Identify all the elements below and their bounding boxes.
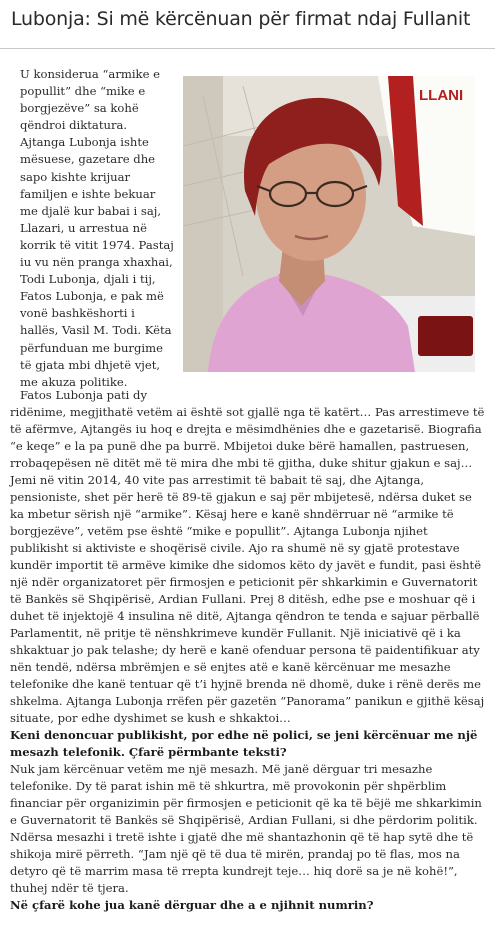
portrait-image [183,76,475,372]
intro-paragraph: U konsiderua “armike e popullit” dhe “mike e borgjezëve” sa kohë qëndroi diktatura. Ajtanga Lubonja ishte mësuese, gazetare dhe sapo kishte krijuar familjen e ishte bekuar me djalë kur babai i saj, Llazari, u arrestua në korrik të vitit 1974. Pastaj iu vu nën pranga xhaxhai, Todi Lubonja, djali i tij, Fatos Lubonja, e pak më vonë bashkëshorti i hallës, Vasil M. Todi. Këta përfunduan me burgime të gjata mbi dhjetë vjet, me akuza politike. [20,67,174,389]
interview-question: Keni denoncuar publikisht, por edhe në polici, se jeni kërcënuar me një mesazh telefonik. Çfarë përmbante teksti? [10,728,478,759]
body-paragraph [10,387,485,727]
article-body [10,387,485,914]
interview-answer: Nuk jam kërcënuar vetëm me një mesazh. Më janë dërguar tri mesazhe telefonike. Dy të parat ishin më të shkurtra, më provokonin për shpërblim financiar për organizimin për firmosjen e peticionit që ka të bëjë me shkarkimin e Guvernatorit të Bankës së Shqipërisë, Ardian Fullani, si dhe përdorim politik. Ndërsa mesazhi i tretë ishte i gjatë dhe më shantazhonin që të hap sytë dhe të shikoja mirë përreth. “Jam një që të dua të mirën, prandaj po të flas, mos na detyro që të marrim masa të rrepta kundrejt teje… hiq dorë sa je në kohë!”, thuhej ndër të tjera. [10,762,482,895]
article-title: Lubonja: Si më kërcënuan për firmat ndaj Fullanit [11,8,471,30]
paragraph-text: ridënime, megjithatë vetëm ai është sot gjallë nga të katërt… Pas arrestimeve të të afërmve, Ajtangës iu hoq e drejta e mësimdhënies dhe e gazetarisë. Biografia “e keqe” e la pa punë dhe pa burrë. Mbijetoi duke bërë hamallen, pastruesen, rrobaqepësen në ditët më të mira dhe mbi të gjitha, duke shitur gjakun e saj… Jemi në vitin 2014, 40 vite pas arrestimit të babait të saj, dhe Ajtanga, pensioniste, shet për herë të 89-të gjakun e saj për mbijetesë, ndërsa duket se ka mbetur sërish një “armike”. Kësaj here e kanë shndërruar në “armike të borgjezëve”, vetëm pse është “mike e popullit”. Ajtanga Lubonja njihet publikisht si aktiviste e shoqërisë civile. Ajo ra shumë në sy gjatë protestave kundër importit të armëve kimike dhe sidomos këto dy javët e fundit, pasi është një ndër organizatoret për firmosjen e peticionit për shkarkimin e Guvernatorit të Bankës së Shqipërisë, Ardian Fullani. Prej 8 ditësh, edhe pse e moshuar që i duhet të injektojë 4 insulina në ditë, Ajtanga qëndron te tenda e sajuar përballë Parlamentit, në pritje të nënshkrimeve kundër Fullanit. Një iniciativë që i ka shkaktuar jo pak telashe; dy herë e kanë ofenduar persona të paidentifikuar aty nën tendë, ndërsa mbrëmjen e së enjtes atë e kanë kërcënuar me mesazhe telefonike dhe kanë tentuar që t’i hyjnë brenda në dhomë, duke i rënë derës me shkelma. Ajtanga Lubonja rrëfen për gazetën “Panorama” panikun e gjithë kësaj situate, por edhe dyshimet se kush e shkaktoi… [10,405,485,725]
banner-text: LLANI [419,87,464,104]
article-photo [183,76,475,372]
interview-question: Në çfarë kohe jua kanë dërguar dhe a e njihnit numrin? [10,898,374,912]
paragraph-lead: Fatos Lubonja pati dy [20,388,148,402]
title-bar [0,0,495,49]
